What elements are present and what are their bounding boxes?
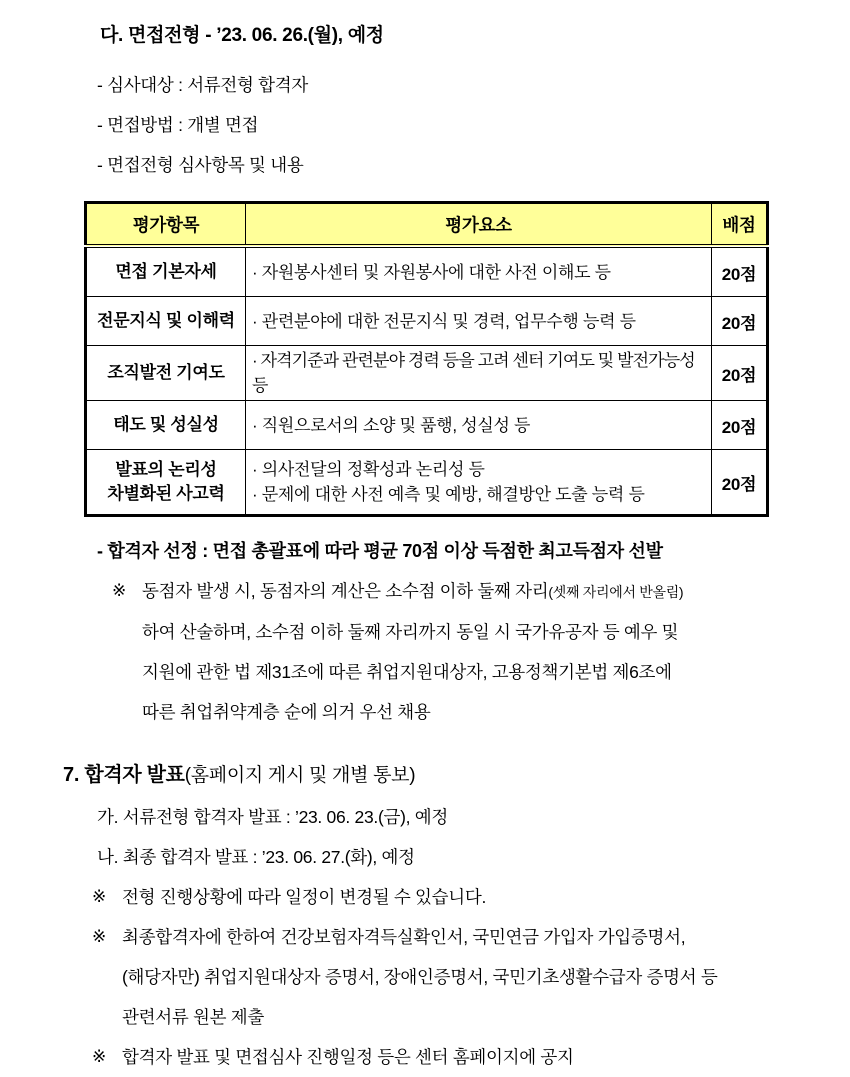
note-line: 하여 산술하며, 소수점 이하 둘째 자리까지 동일 시 국가유공자 등 예우 및 <box>142 622 679 642</box>
note-body <box>122 917 832 1037</box>
table-row <box>86 297 768 346</box>
score-cell: 20점 <box>712 401 768 450</box>
evaluation-table <box>84 201 769 517</box>
score-cell: 20점 <box>712 297 768 346</box>
tie-breaker-note <box>112 571 772 732</box>
criteria-cell <box>246 346 712 401</box>
selection-criteria-line: - 합격자 선정 : 면접 총괄표에 따라 평균 70점 이상 득점한 최고득점자 선발 <box>97 541 663 561</box>
item-cell: 조직발전 기여도 <box>86 346 246 401</box>
item-line: 차별화된 사고력 <box>107 484 225 503</box>
reference-mark: ※ <box>92 887 106 906</box>
tie-breaker-note-body <box>142 571 772 732</box>
reference-mark: ※ <box>112 581 126 600</box>
criteria-line: · 자원봉사센터 및 자원봉사에 대한 사전 이해도 등 <box>252 262 611 282</box>
announcement-item: 가. 서류전형 합격자 발표 : ’23. 06. 23.(금), 예정 <box>97 807 448 827</box>
table-row <box>86 346 768 401</box>
criteria-line: · 의사전달의 정확성과 논리성 등 <box>252 460 485 479</box>
announcement-note <box>92 1037 832 1077</box>
interview-bullet-list <box>97 65 850 185</box>
item-cell: 전문지식 및 이해력 <box>86 297 246 346</box>
announcement-item: 나. 최종 합격자 발표 : ’23. 06. 27.(화), 예정 <box>97 847 415 867</box>
note-line: 지원에 관한 법 제31조에 따른 취업지원대상자, 고용정책기본법 제6조에 <box>142 662 672 682</box>
item-cell: 면접 기본자세 <box>86 246 246 297</box>
note-line: (해당자만) 취업지원대상자 증명서, 장애인증명서, 국민기초생활수급자 증명서 등 <box>122 967 718 987</box>
bullet-line: - 면접전형 심사항목 및 내용 <box>97 155 304 175</box>
item-line: 발표의 논리성 <box>115 460 217 479</box>
criteria-cell <box>246 246 712 297</box>
header-cell-score: 배점 <box>712 203 768 247</box>
note-line-main: 동점자 발생 시, 동점자의 계산은 소수점 이하 둘째 자리 <box>142 581 549 601</box>
criteria-cell <box>246 450 712 516</box>
heading-main: 7. 합격자 발표 <box>63 764 185 786</box>
criteria-line: · 자격기준과 관련분야 경력 등을 고려 센터 기여도 및 발전가능성 등 <box>252 351 695 395</box>
note-line: 최종합격자에 한하여 건강보험자격득실확인서, 국민연금 가입자 가입증명서, <box>122 927 686 947</box>
criteria-line: · 문제에 대한 사전 예측 및 예방, 해결방안 도출 능력 등 <box>252 485 645 504</box>
interview-section-title: 다. 면접전형 - ’23. 06. 26.(월), 예정 <box>100 25 384 46</box>
bullet-line: - 심사대상 : 서류전형 합격자 <box>97 75 308 95</box>
score-cell: 20점 <box>712 346 768 401</box>
table-row <box>86 450 768 516</box>
header-cell-item: 평가항목 <box>86 203 246 247</box>
note-body <box>122 1037 832 1077</box>
heading-paren: (홈페이지 게시 및 개별 통보) <box>184 765 416 786</box>
item-cell: 태도 및 성실성 <box>86 401 246 450</box>
criteria-cell <box>246 401 712 450</box>
note-body <box>122 877 832 917</box>
criteria-cell <box>246 297 712 346</box>
note-line <box>142 571 772 612</box>
announcement-item-list <box>97 797 850 877</box>
announcement-section-heading <box>63 758 850 787</box>
announcement-notes <box>92 877 832 1077</box>
criteria-line: · 직원으로서의 소양 및 품행, 성실성 등 <box>252 415 531 435</box>
reference-mark: ※ <box>92 927 106 946</box>
reference-mark: ※ <box>92 1047 106 1066</box>
item-cell <box>86 450 246 516</box>
table-row <box>86 401 768 450</box>
note-line-paren: (셋째 자리에서 반올림) <box>548 584 684 600</box>
table-header-row <box>86 203 768 247</box>
table-row <box>86 246 768 297</box>
header-cell-criteria: 평가요소 <box>246 203 712 247</box>
note-line: 전형 진행상황에 따라 일정이 변경될 수 있습니다. <box>122 887 487 907</box>
score-cell: 20점 <box>712 246 768 297</box>
note-line: 관련서류 원본 제출 <box>122 1007 264 1027</box>
document-page <box>0 20 850 1067</box>
note-line: 합격자 발표 및 면접심사 진행일정 등은 센터 홈페이지에 공지 <box>122 1047 574 1067</box>
score-cell: 20점 <box>712 450 768 516</box>
bullet-line: - 면접방법 : 개별 면접 <box>97 115 259 135</box>
announcement-note <box>92 877 832 917</box>
note-line: 따른 취업취약계층 순에 의거 우선 채용 <box>142 702 431 722</box>
announcement-note <box>92 917 832 1037</box>
criteria-line: · 관련분야에 대한 전문지식 및 경력, 업무수행 능력 등 <box>252 311 636 331</box>
